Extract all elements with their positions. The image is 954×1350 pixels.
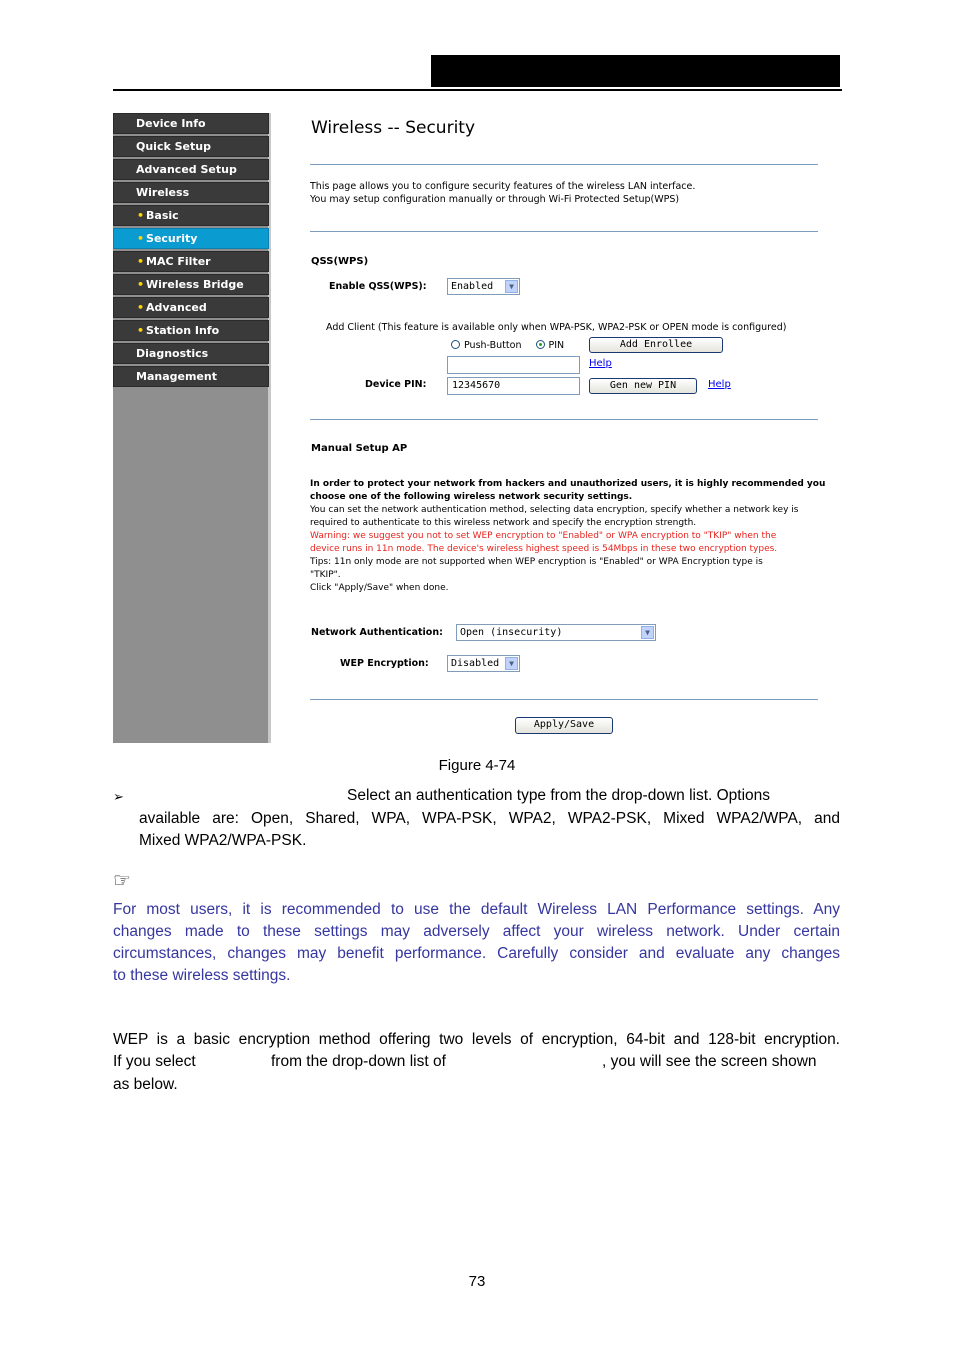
warning-text-1: Warning: we suggest you not to set WEP encryption to "Enabled" or WPA encryption to "TKIP" when the bbox=[310, 531, 777, 541]
bullet-dot-icon: • bbox=[137, 301, 145, 314]
warning-text-2: device runs in 11n mode. The device's wireless highest speed is 54Mbps in these two encryption types. bbox=[310, 544, 778, 554]
sidebar-item-label: Wireless Bridge bbox=[146, 278, 244, 291]
add-client-note: Add Client (This feature is available only when WPA-PSK, WPA2-PSK or OPEN mode is configured) bbox=[326, 322, 787, 333]
sidebar-item-basic[interactable] bbox=[113, 205, 269, 226]
header-rule bbox=[113, 89, 842, 91]
push-button-label: Push-Button bbox=[464, 340, 522, 351]
sidebar-item-advanced[interactable] bbox=[113, 297, 269, 318]
sidebar-item-label: Diagnostics bbox=[136, 347, 209, 360]
enable-wps-label: Enable QSS(WPS): bbox=[329, 281, 427, 292]
sidebar-menu bbox=[113, 113, 268, 387]
wep-paragraph-line-1: WEP is a basic encryption method offering two levels of encryption, 64-bit and 128-bit encryption. bbox=[113, 1031, 840, 1048]
pin-label: PIN bbox=[548, 340, 565, 351]
note-hand-icon: ☞ bbox=[113, 870, 131, 892]
device-pin-field[interactable]: 12345670 bbox=[447, 377, 580, 395]
enable-wps-value: Enabled bbox=[451, 281, 494, 292]
manual-setup-heading: Manual Setup AP bbox=[311, 443, 408, 454]
manual-text-3: You can set the network authentication method, selecting data encryption, specify whether a network key is bbox=[310, 505, 799, 515]
sidebar-item-security[interactable] bbox=[113, 228, 269, 249]
divider bbox=[310, 699, 818, 700]
bullet-text-line-3: Mixed WPA2/WPA-PSK. bbox=[139, 832, 307, 849]
manual-text-4: required to authenticate to this wireless network and specify the encryption strength. bbox=[310, 518, 697, 528]
main-panel bbox=[275, 113, 841, 743]
sidebar-item-label: Management bbox=[136, 370, 217, 383]
sidebar-item-label: Security bbox=[146, 232, 198, 245]
pin-radio[interactable] bbox=[536, 340, 545, 349]
help-link[interactable]: Help bbox=[708, 379, 731, 390]
sidebar-item-diagnostics[interactable] bbox=[113, 343, 269, 364]
figure-caption: Figure 4-74 bbox=[438, 757, 516, 774]
page-number: 73 bbox=[468, 1273, 486, 1290]
push-button-radio[interactable] bbox=[451, 340, 460, 349]
sidebar-item-label: Basic bbox=[146, 209, 179, 222]
sidebar-item-quick-setup[interactable] bbox=[113, 136, 269, 157]
bullet-dot-icon: • bbox=[137, 255, 145, 268]
chevron-down-icon: ▼ bbox=[505, 657, 518, 670]
wep-encryption-label: WEP Encryption: bbox=[340, 658, 429, 669]
divider bbox=[310, 231, 818, 232]
bullet-dot-icon: • bbox=[137, 209, 145, 222]
page-title: Wireless -- Security bbox=[311, 118, 476, 138]
network-auth-select[interactable] bbox=[456, 624, 656, 641]
network-auth-label: Network Authentication: bbox=[311, 627, 443, 638]
header-bar bbox=[431, 55, 840, 87]
note-line-4: to these wireless settings. bbox=[113, 967, 291, 984]
intro-line-1: This page allows you to configure security features of the wireless LAN interface. bbox=[310, 181, 696, 192]
sidebar-item-wireless-bridge[interactable] bbox=[113, 274, 269, 295]
wps-heading: QSS(WPS) bbox=[311, 256, 369, 267]
help-link[interactable]: Help bbox=[589, 358, 612, 369]
bullet-dot-icon: • bbox=[137, 232, 145, 245]
sidebar bbox=[113, 113, 271, 743]
note-line-3: circumstances, changes may benefit performance. Carefully consider and evaluate any changes bbox=[113, 945, 840, 962]
sidebar-item-station-info[interactable] bbox=[113, 320, 269, 341]
bullet-marker: ➢ bbox=[113, 789, 124, 804]
manual-text-bold-1: In order to protect your network from hackers and unauthorized users, it is highly recommended you bbox=[310, 479, 826, 489]
wep-paragraph-line-3: as below. bbox=[113, 1076, 178, 1093]
chevron-down-icon: ▼ bbox=[641, 626, 654, 639]
radio-group bbox=[451, 339, 564, 352]
note-line-1: For most users, it is recommended to use the default Wireless LAN Performance settings. Any bbox=[113, 901, 840, 918]
intro-line-2: You may setup configuration manually or through Wi-Fi Protected Setup(WPS) bbox=[310, 194, 680, 205]
enrollee-pin-input[interactable] bbox=[447, 356, 580, 374]
click-apply-text: Click "Apply/Save" when done. bbox=[310, 583, 449, 593]
sidebar-item-management[interactable] bbox=[113, 366, 269, 387]
bullet-text-line-1: Select an authentication type from the drop-down list. Options bbox=[347, 787, 771, 804]
sidebar-item-label: Wireless bbox=[136, 186, 190, 199]
sidebar-item-mac-filter[interactable] bbox=[113, 251, 269, 272]
apply-save-button[interactable]: Apply/Save bbox=[515, 717, 613, 734]
wep-paragraph-line-2b: from the drop-down list of bbox=[271, 1053, 446, 1070]
router-screenshot bbox=[113, 113, 841, 743]
wep-paragraph-line-2a: If you select bbox=[113, 1053, 196, 1070]
tips-text-2: "TKIP". bbox=[310, 570, 341, 580]
sidebar-item-label: Station Info bbox=[146, 324, 220, 337]
network-auth-value: Open (insecurity) bbox=[460, 627, 563, 638]
divider bbox=[310, 164, 818, 165]
divider bbox=[310, 419, 818, 420]
sidebar-item-label: Device Info bbox=[136, 117, 206, 130]
note-line-2: changes made to these settings may adversely affect your wireless network. Under certain bbox=[113, 923, 840, 940]
add-enrollee-button[interactable]: Add Enrollee bbox=[589, 337, 723, 353]
sidebar-item-device-info[interactable] bbox=[113, 113, 269, 134]
sidebar-item-label: Advanced Setup bbox=[136, 163, 237, 176]
device-pin-label: Device PIN: bbox=[365, 379, 427, 390]
enable-wps-select[interactable] bbox=[447, 278, 520, 295]
wep-encryption-value: Disabled bbox=[451, 658, 500, 669]
manual-text-bold-2: choose one of the following wireless network security settings. bbox=[310, 492, 633, 502]
bullet-dot-icon: • bbox=[137, 278, 145, 291]
wep-encryption-select[interactable] bbox=[447, 655, 520, 672]
chevron-down-icon: ▼ bbox=[505, 280, 518, 293]
gen-new-pin-button[interactable]: Gen new PIN bbox=[589, 378, 697, 394]
tips-text-1: Tips: 11n only mode are not supported when WEP encryption is "Enabled" or WPA Encryption type is bbox=[310, 557, 763, 567]
bullet-text-line-2: available are: Open, Shared, WPA, WPA-PSK, WPA2, WPA2-PSK, Mixed WPA2/WPA, and bbox=[139, 810, 840, 827]
wep-paragraph-line-2c: , you will see the screen shown bbox=[602, 1053, 817, 1070]
sidebar-item-label: Advanced bbox=[146, 301, 207, 314]
bullet-dot-icon: • bbox=[137, 324, 145, 337]
sidebar-item-label: MAC Filter bbox=[146, 255, 211, 268]
sidebar-item-wireless[interactable] bbox=[113, 182, 269, 203]
sidebar-item-label: Quick Setup bbox=[136, 140, 211, 153]
sidebar-item-advanced-setup[interactable] bbox=[113, 159, 269, 180]
